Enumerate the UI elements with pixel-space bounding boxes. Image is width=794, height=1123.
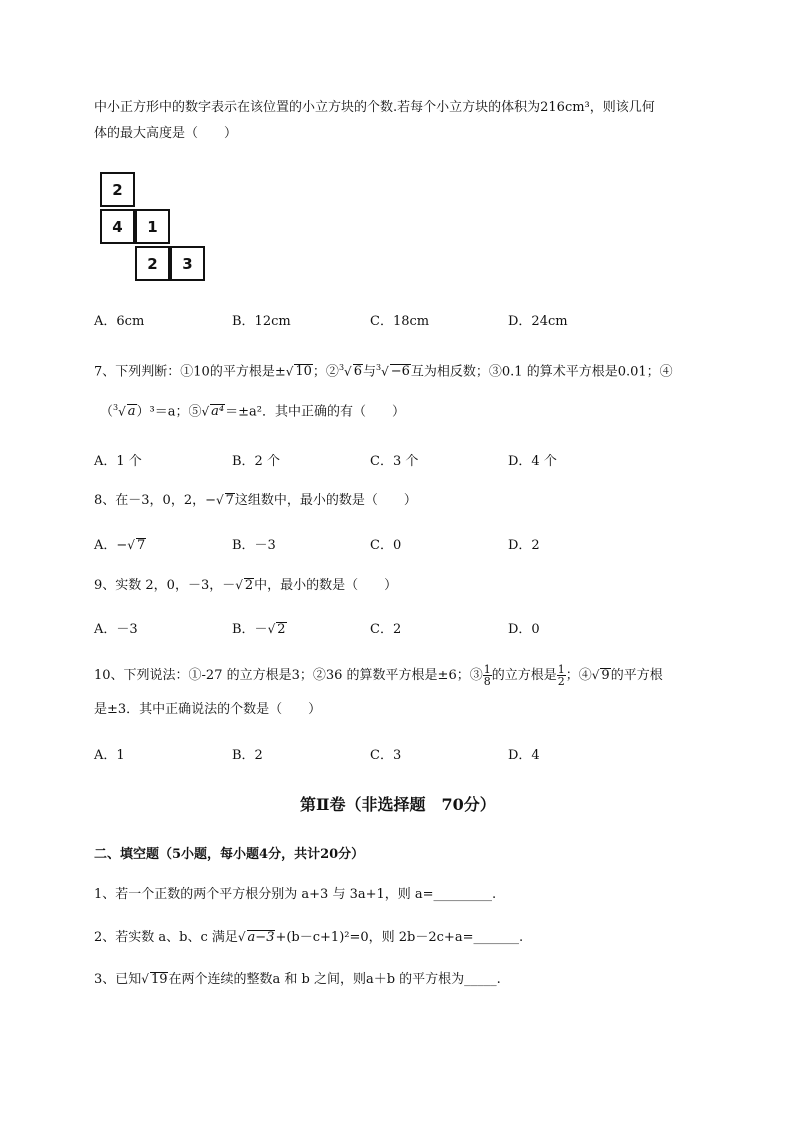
- q7-radicand-4: a: [127, 404, 136, 420]
- q9-stem: 9、实数 2，0，－3，－√ 2中，最小的数是（ ）: [94, 578, 398, 593]
- q8-option-a-radicand: 7: [136, 538, 146, 553]
- q7-option-d[interactable]: D．4 个: [508, 454, 557, 469]
- fill-q2-text-1: 2、若实数 a、b、c 满足: [94, 930, 238, 945]
- fill-q2-radicand: a−3: [247, 930, 275, 945]
- q10-text-2: 的立方根是: [491, 668, 557, 683]
- q10-fraction-1-num: 1: [483, 663, 491, 676]
- q7-radicand-1: 10: [295, 364, 312, 380]
- q7-option-b[interactable]: B．2 个: [232, 454, 280, 469]
- grid-cell: 1: [135, 209, 170, 244]
- q8-radicand: 7: [225, 493, 234, 508]
- q7-option-a[interactable]: A．1 个: [94, 454, 142, 469]
- q9-option-b-radicand: 2: [277, 622, 286, 637]
- q8-stem: 8、在－3，0，2，−√ 7这组数中，最小的数是（ ）: [94, 493, 417, 508]
- fill-question-2: 2、若实数 a、b、c 满足√ a−3+(b－c+1)²=0，则 2b－2c+a=_______.: [94, 930, 524, 945]
- q9-text-1: 9、实数 2，0，－3，－: [94, 578, 236, 593]
- grid-cell: 4: [100, 209, 135, 244]
- q10-text-3: ；④: [565, 668, 592, 683]
- q10-line1: 10、下列说法：①-27 的立方根是3；②36 的算数平方根是±6；③ $\frac{1}{8}$ 的立方根是 $\frac{1}{2}$ ；④√ 9的平方根: [94, 663, 663, 688]
- fill-q3-text-1: 3、已知: [94, 972, 142, 987]
- q7-radicand-5: a⁴: [211, 404, 225, 420]
- q7-text-5: （: [100, 404, 114, 420]
- q6-option-c[interactable]: C．18cm: [370, 314, 430, 329]
- q9-text-2: 中，最小的数是（ ）: [254, 578, 398, 593]
- fill-question-1: 1、若一个正数的两个平方根分别为 a+3 与 3a+1，则 a=_________.: [94, 887, 497, 902]
- q7-index-3: 3: [113, 403, 119, 412]
- q7-option-c[interactable]: C．3 个: [370, 454, 419, 469]
- q7-radicand-3: −6: [390, 364, 410, 380]
- q6-option-a[interactable]: A．6cm: [94, 314, 145, 329]
- q6-option-b[interactable]: B．12cm: [232, 314, 291, 329]
- q9-option-d[interactable]: D．0: [508, 622, 540, 637]
- q10-option-c[interactable]: C．3: [370, 748, 402, 763]
- q6-line2: 体的最大高度是（ ）: [94, 126, 238, 141]
- q8-option-c[interactable]: C．0: [370, 538, 402, 553]
- grid-cell: 2: [135, 246, 170, 281]
- q7-radicand-2: 6: [353, 364, 362, 380]
- q10-text-1: 10、下列说法：①-27 的立方根是3；②36 的算数平方根是±6；③: [94, 668, 483, 683]
- fill-q3-radicand: 19: [150, 972, 168, 987]
- q6-option-d[interactable]: D．24cm: [508, 314, 568, 329]
- q10-text-4: 的平方根: [610, 668, 663, 683]
- q10-fraction-1-den: 8: [483, 675, 491, 688]
- q10-fraction-2: [557, 664, 566, 687]
- q9-option-b-label: B．－: [232, 622, 268, 637]
- q7-index-1: 3: [338, 363, 345, 372]
- q7-text-4: 互为相反数；③0.1 的算术平方根是0.01；④: [410, 364, 673, 380]
- grid-cell: 2: [100, 172, 135, 207]
- q7-index-2: 3: [375, 363, 382, 372]
- q8-option-b[interactable]: B．－3: [232, 538, 276, 553]
- q7-line1: 7、下列判断：①10的平方根是±√ 10；②$^3$√ 6与$^3$√ −6互为相反数；③0.1 的算术平方根是0.01；④: [94, 363, 673, 380]
- q10-option-d[interactable]: D．4: [508, 748, 540, 763]
- q8-option-a[interactable]: A．−√ 7: [94, 538, 146, 553]
- q9-option-b[interactable]: B．－√ 2: [232, 622, 286, 637]
- q7-text-2: ；②: [312, 364, 339, 380]
- q10-fraction-1: [483, 664, 492, 687]
- q10-fraction-2-den: 2: [557, 675, 565, 688]
- q7-text-7: ＝±a²．其中正确的有（ ）: [225, 404, 405, 420]
- q8-option-a-label: A．−: [94, 538, 128, 553]
- fill-q3-text-2: 在两个连续的整数a 和 b 之间，则a＋b 的平方根为_____.: [168, 972, 501, 987]
- q8-option-d[interactable]: D．2: [508, 538, 540, 553]
- q10-option-b[interactable]: B．2: [232, 748, 263, 763]
- q8-text-1: 8、在－3，0，2，−: [94, 493, 216, 508]
- q10-fraction-2-num: 1: [557, 663, 565, 676]
- q10-line2: 是±3．其中正确说法的个数是（ ）: [94, 702, 322, 717]
- fill-q2-text-2: +(b－c+1)²=0，则 2b－2c+a=_______.: [275, 930, 524, 945]
- q6-line1: 中小正方形中的数字表示在该位置的小立方块的个数.若每个小立方块的体积为216cm³，则该几何: [94, 100, 655, 115]
- q7-text-3: 与: [362, 364, 376, 380]
- fill-question-3: 3、已知√ 19在两个连续的整数a 和 b 之间，则a＋b 的平方根为_____.: [94, 972, 501, 987]
- grid-cell: 3: [170, 246, 205, 281]
- q7-text-6: ）³＝a；⑤: [136, 404, 202, 420]
- q10-radicand: 9: [601, 668, 610, 683]
- q9-option-c[interactable]: C．2: [370, 622, 402, 637]
- q10-option-a[interactable]: A．1: [94, 748, 125, 763]
- cube-grid-figure: [100, 172, 210, 284]
- fill-section-heading: 二、填空题（5小题，每小题4分，共计20分）: [94, 847, 365, 862]
- q9-radicand: 2: [244, 578, 254, 593]
- q7-text-1: 7、下列判断：①10的平方根是±: [94, 364, 286, 380]
- q9-option-a[interactable]: A．－3: [94, 622, 138, 637]
- q7-line2: （$^3$√ a）³＝a；⑤√ a⁴＝±a²．其中正确的有（ ）: [100, 403, 405, 420]
- q8-text-2: 这组数中，最小的数是（ ）: [234, 493, 417, 508]
- part2-title: 第Ⅱ卷（非选择题 70分）: [300, 795, 496, 814]
